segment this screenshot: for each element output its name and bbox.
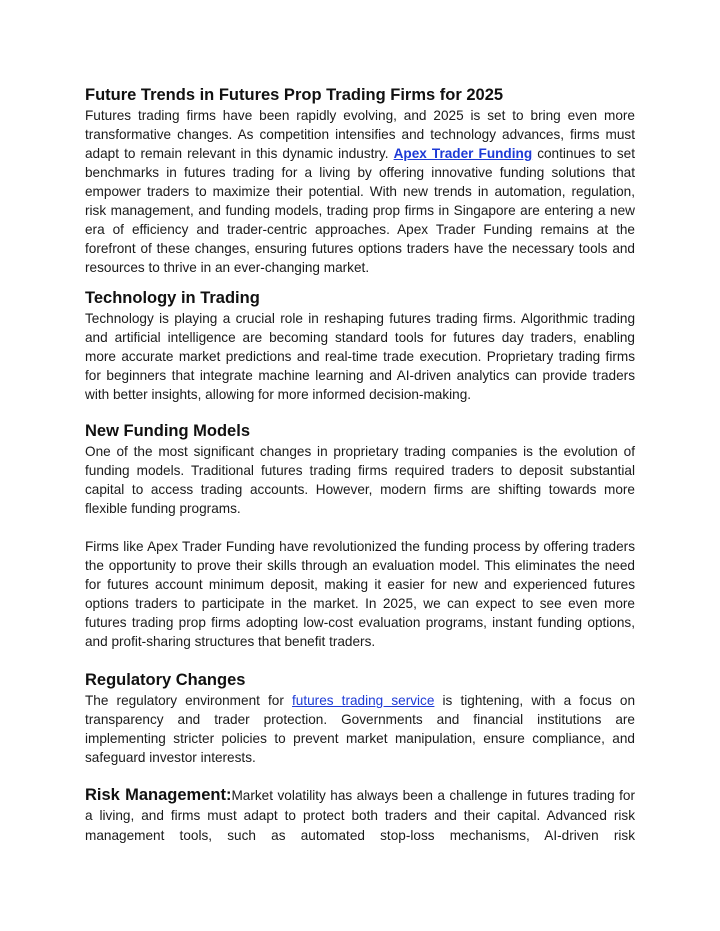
risk-body: Market volatility has always been a challenge in futures trading for a living, and firms must adapt to protect both traders and their capital. Advanced risk management tools, such as automated stop-loss mechanisms, AI-driven risk: [85, 788, 635, 843]
funding-heading: New Funding Models: [85, 422, 250, 440]
intro-text-after: continues to set benchmarks in futures trading for a living by offering innovative funding solutions that empower traders to maximize their potential. With new trends in automation, regulation, risk management, and funding models, trading prop firms in Singapore are entering a new era of efficiency and trader-centric approaches. Apex Trader Funding remains at the forefront of these changes, ensuring futures options traders have the necessary tools and resources to thrive in an ever-changing market.: [85, 146, 636, 275]
funding-paragraph-2: Firms like Apex Trader Funding have revolutionized the funding process by offering traders the opportunity to prove their skills through an evaluation model. This eliminates the need for futures account minimum deposit, making it easier for new and experienced futures options traders to participate in the market. In 2025, we can expect to see even more futures trading prop firms adopting low-cost evaluation programs, instant funding options, and profit-sharing structures that benefit traders.: [85, 539, 635, 649]
funding-section: [85, 420, 635, 651]
technology-paragraph: Technology is playing a crucial role in reshaping futures trading firms. Algorithmic trading and artificial intelligence are becoming standard tools for futures day traders, enabling more accurate market predictions and real-time trade execution. Proprietary trading firms for beginners that integrate machine learning and AI-driven analytics can provide traders with better insights, allowing for more informed decision-making.: [85, 311, 635, 402]
intro-paragraph: [85, 106, 635, 277]
technology-heading: Technology in Trading: [85, 289, 260, 307]
regulatory-text-before: The regulatory environment for: [85, 693, 292, 708]
futures-trading-service-link[interactable]: futures trading service: [292, 693, 435, 708]
risk-paragraph: [85, 785, 635, 846]
technology-section: [85, 287, 635, 404]
regulatory-paragraph: [85, 691, 635, 767]
funding-paragraph-1: One of the most significant changes in proprietary trading companies is the evolution of funding models. Traditional futures trading firms required traders to deposit substantial capital to access trading accounts. However, modern firms are shifting towards more flexible funding programs.: [85, 444, 635, 516]
risk-section: [85, 785, 635, 846]
page-title: Future Trends in Futures Prop Trading Firms for 2025: [85, 86, 504, 104]
intro-text-before: Futures trading firms have been rapidly evolving, and 2025 is set to bring even more transformative changes. As competition intensifies and technology advances, firms must adapt to remain relevant in this dynamic industry.: [85, 108, 635, 161]
regulatory-heading: Regulatory Changes: [85, 671, 246, 689]
regulatory-section: [85, 669, 635, 767]
apex-trader-funding-link[interactable]: Apex Trader Funding: [393, 146, 533, 161]
document-page: [85, 84, 635, 846]
risk-heading: Risk Management:: [85, 786, 232, 804]
regulatory-text-after: is tightening, with a focus on transparency and trader protection. Governments and financial institutions are implementing stricter policies to prevent market manipulation, ensure compliance, and safeguard investor interests.: [85, 693, 636, 765]
